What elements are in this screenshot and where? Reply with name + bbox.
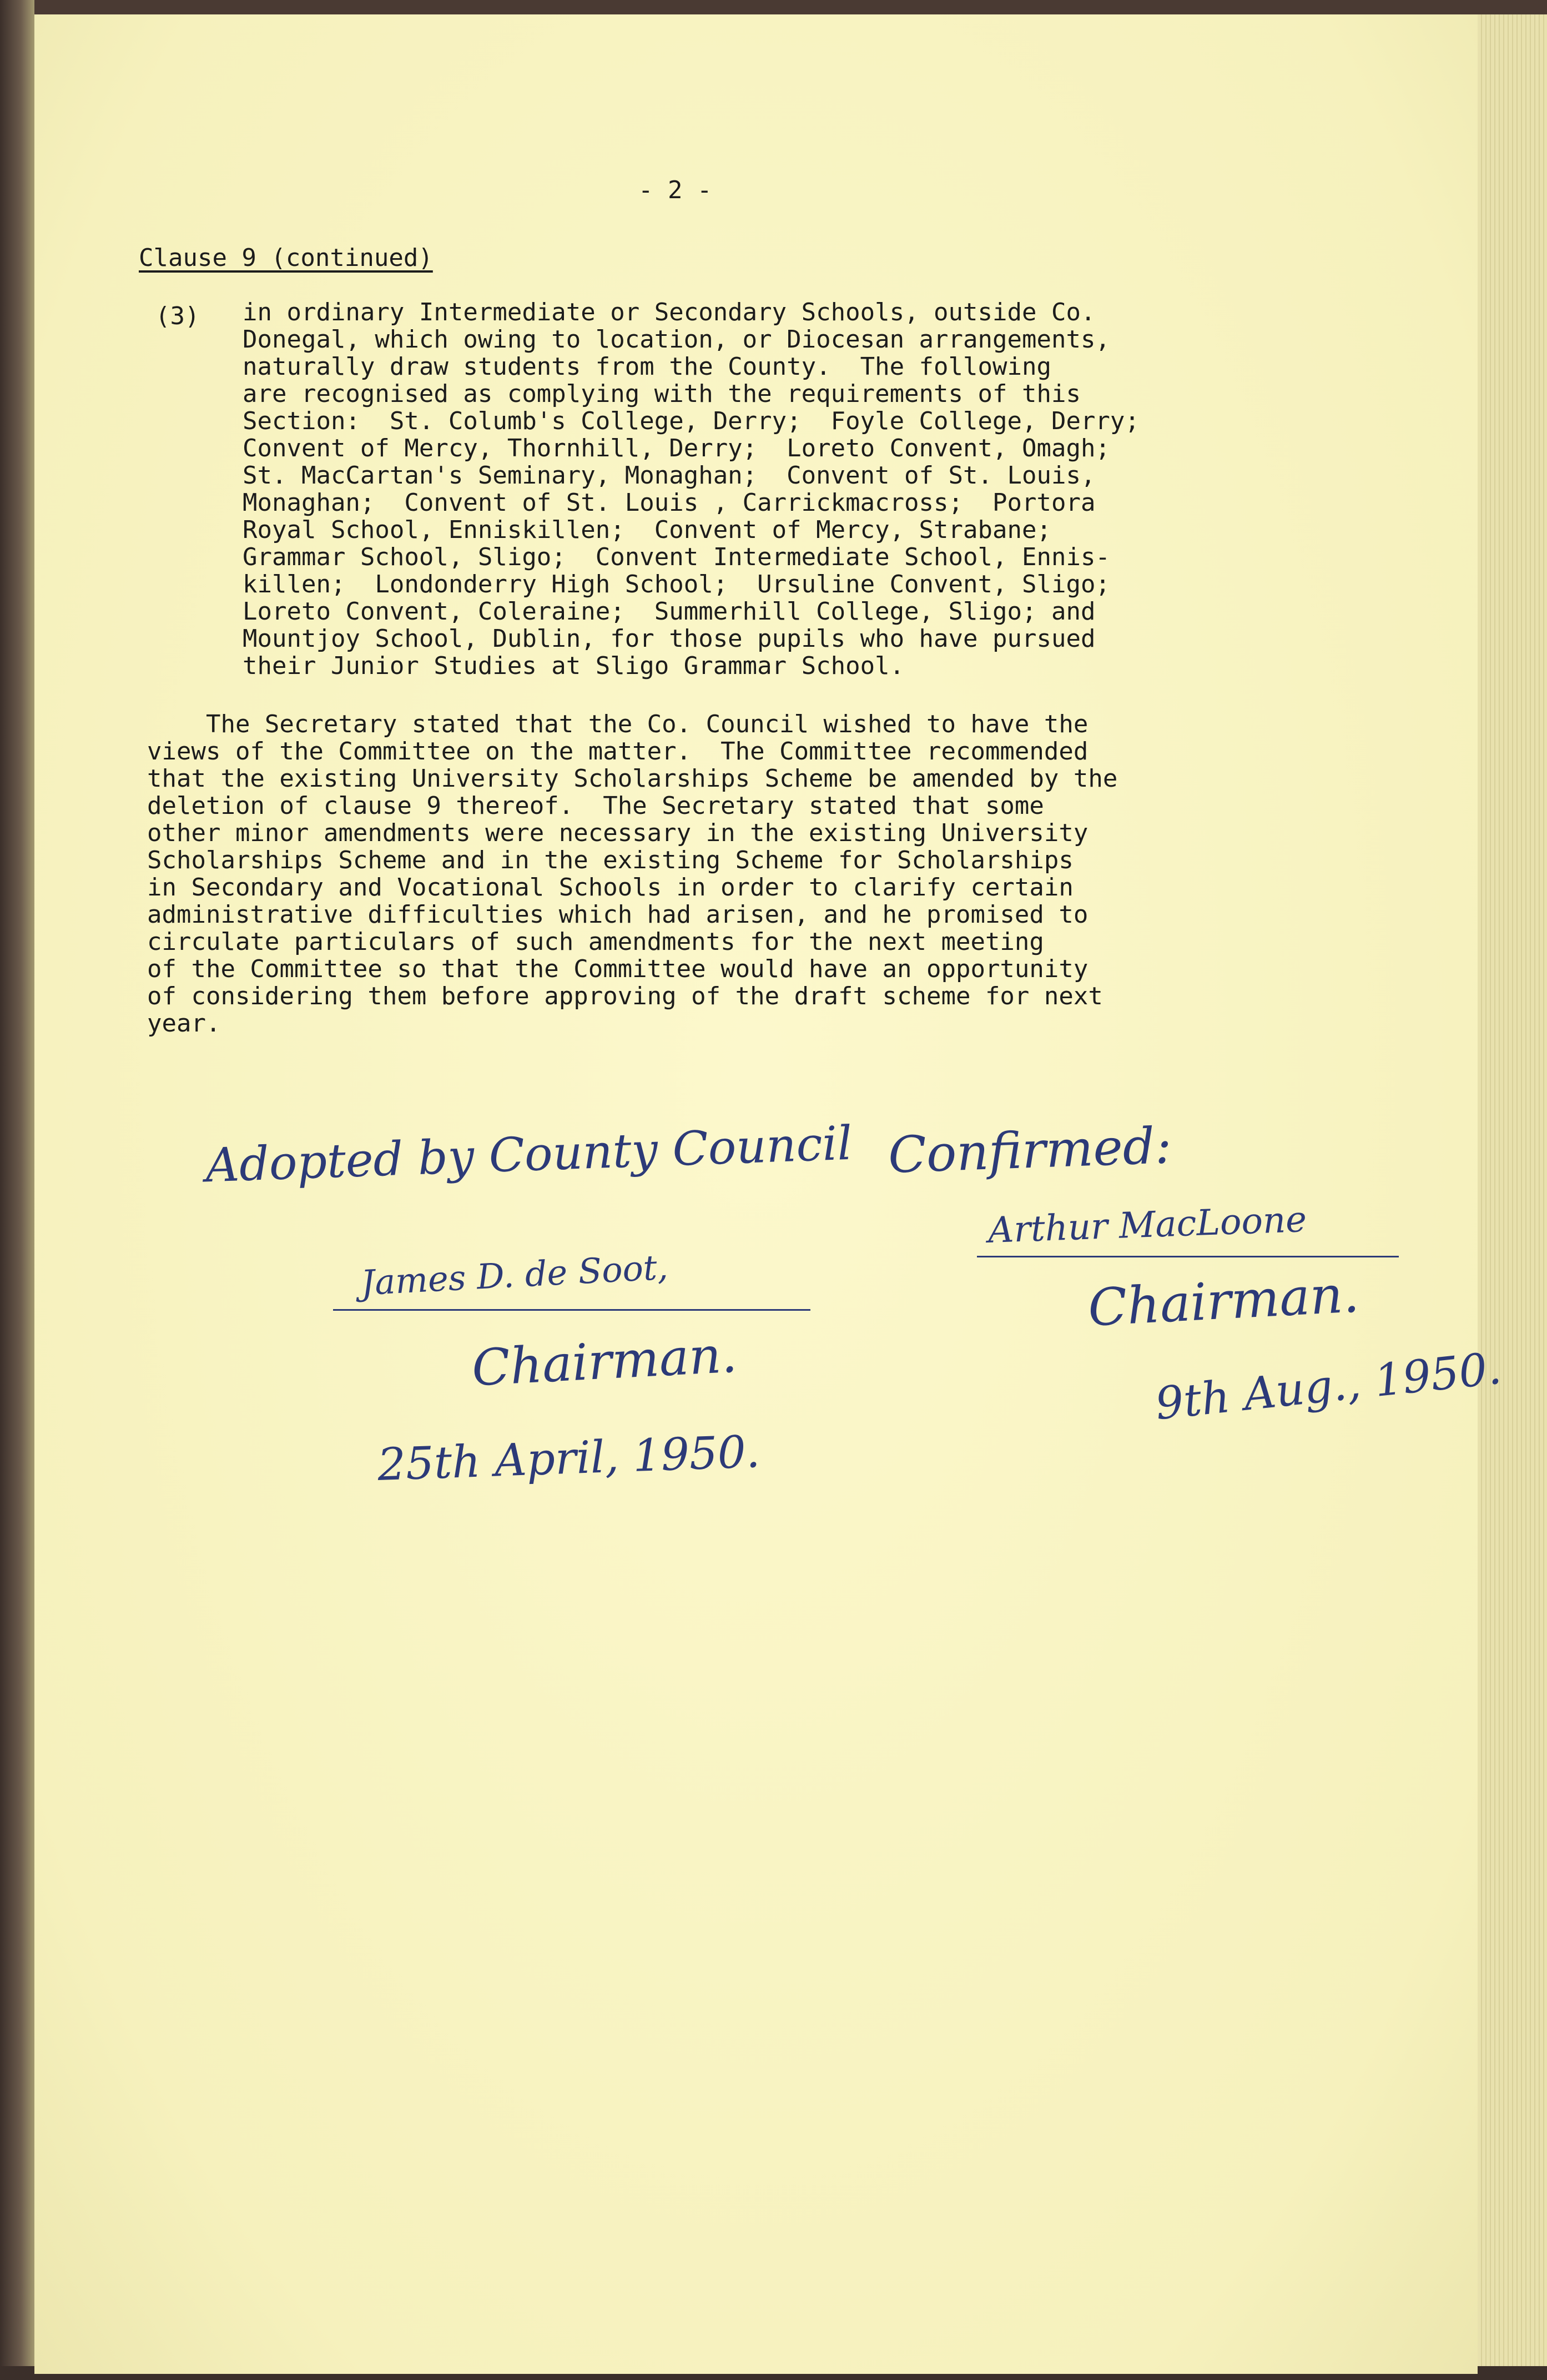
right-chairman-title: Chairman.	[1086, 1264, 1360, 1338]
right-date: 9th Aug., 1950.	[1152, 1342, 1504, 1430]
page-number: - 2 -	[638, 176, 712, 204]
item-body: in ordinary Intermediate or Secondary Schools, outside Co. Donegal, which owing to location, or Diocesan arrangements, naturally draw students from the County. The following are recognised as complying with the requirements of this Section: St. Columb's College, Derry; Foyle College, Derry; Convent of Mercy, Thornhill, Derry; Loreto Convent, Omagh; St. MacCartan's Seminary, Monaghan; Convent of St. Louis, Monaghan; Convent of St. Louis , Carrickmacross; Portora Royal School, Enniskillen; Convent of Mercy, Strabane; Grammar School, Sligo; Convent Intermediate School, Ennis- killen; Londonderry High School; Ursuline Convent, Sligo; Loreto Convent, Coleraine; Summerhill College, Sligo; and Mountjoy School, Dublin, for those pupils who have pursued their Junior Studies at Sligo Grammar School.	[243, 298, 1140, 680]
right-signature-line	[977, 1256, 1399, 1257]
secretary-paragraph: The Secretary stated that the Co. Council wished to have the views of the Committee on the matter. The Committee recommended that the existing University Scholarships Scheme be amended by the deletion of clause 9 thereof. The Secretary stated that some other minor amendments were necessary in the existing University Scholarships Scheme and in the existing Scheme for Scholarships in Secondary and Vocational Schools in order to clarify certain administrative difficulties which had arisen, and he promised to circulate particulars of such amendments for the next meeting of the Committee so that the Committee would have an opportunity of considering them before approving of the draft scheme for next year.	[147, 710, 1118, 1038]
binding-spine	[0, 0, 34, 2380]
left-chairman-signature: James D. de Soot,	[360, 1246, 669, 1304]
clause-heading: Clause 9 (continued)	[139, 244, 433, 272]
adopted-by-council-note: Adopted by County Council	[204, 1115, 853, 1193]
item-number: (3)	[155, 302, 200, 330]
right-chairman-signature: Arthur MacLoone	[987, 1199, 1308, 1251]
left-date: 25th April, 1950.	[376, 1426, 761, 1491]
confirmed-note: Confirmed:	[887, 1116, 1173, 1185]
left-signature-line	[333, 1309, 810, 1311]
left-chairman-title: Chairman.	[470, 1325, 739, 1398]
